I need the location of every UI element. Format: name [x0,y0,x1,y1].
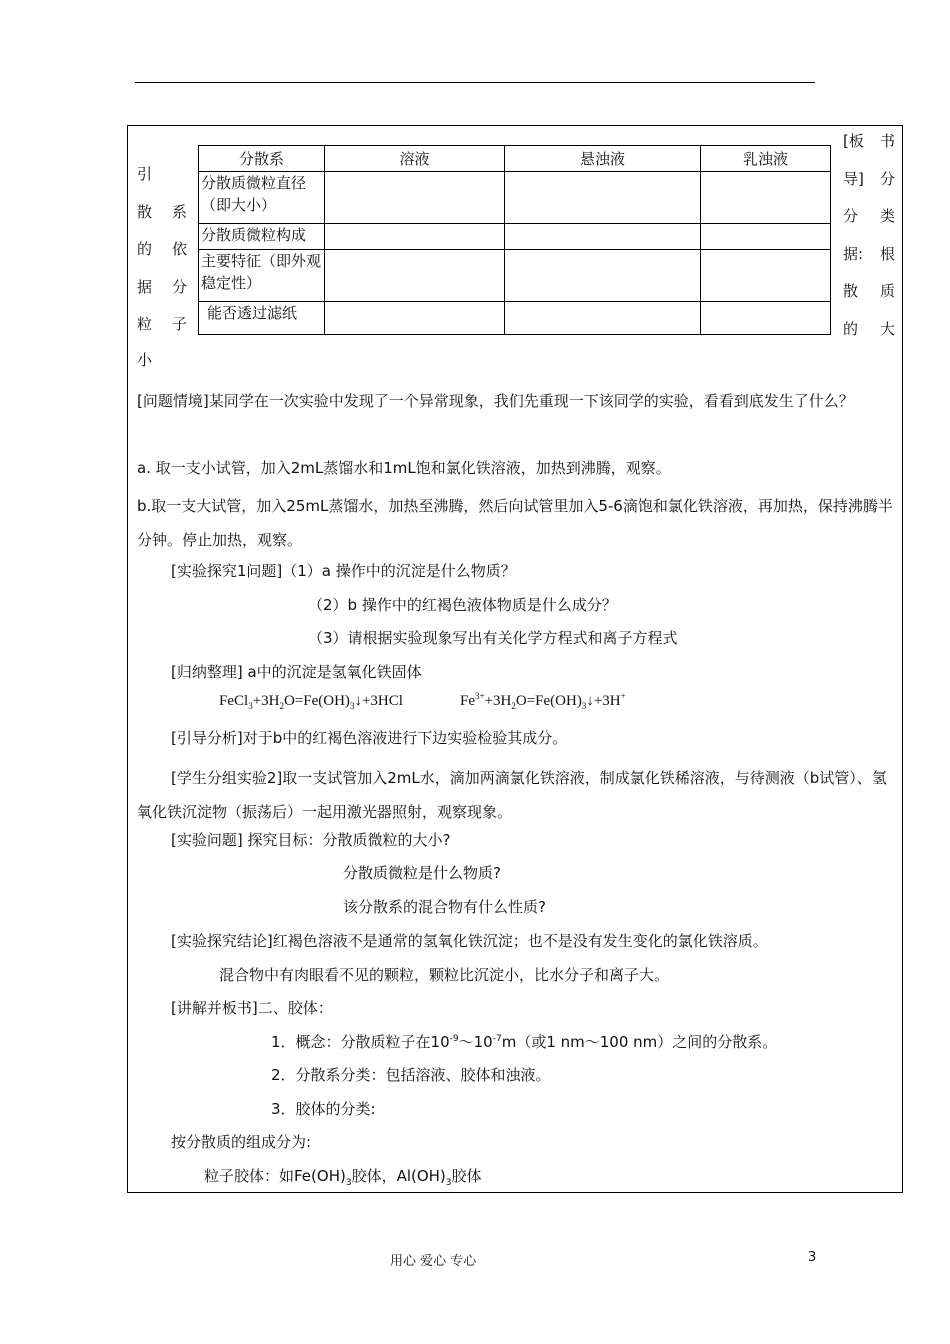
right-note-char: 据: [843,244,864,263]
right-note-char: 书 [879,132,895,150]
left-note-char: 散 [137,202,153,221]
ionic-equation: $Fe^{3+}+3H_2O=Fe(OH)_3↓+3H^+$ [460,691,626,711]
right-note-char: 质 [879,282,895,300]
table-row-label: 能否透过滤纸 [199,302,325,335]
left-note-char: 子 [171,315,187,333]
table-cell [505,172,701,224]
table-header-cell: 分散系 [199,146,325,172]
table-row-label: 主要特征（即外观稳定性） [199,250,325,302]
page-number: 3 [808,1250,817,1265]
table-cell [505,250,701,302]
particle-colloid: 粒子胶体：如$Fe(OH)_3$胶体，$Al(OH)_3$胶体 [204,1167,482,1188]
left-note-char: 引 [137,165,153,183]
table-header-row [199,146,831,172]
table-cell [701,172,831,224]
right-note-char: 类 [879,207,895,225]
table-cell [505,224,701,250]
left-note-char: 粒 [137,315,153,333]
summary-text: [归纳整理] a中的沉淀是氢氧化铁固体 [171,663,422,681]
concept-3: 3．胶体的分类: [271,1100,376,1118]
guide-analysis: [引导分析]对于b中的红褐色溶液进行下边实验检验其成分。 [171,729,568,747]
procedure-b: b.取一支大试管，加入25mL蒸馏水，加热至沸腾，然后向试管里加入5-6滴饱和氯化铁溶液，再加热，保持沸腾半分钟。停止加热，观察。 [137,497,893,549]
right-note-char: 大 [879,319,895,338]
table-header-cell: 溶液 [325,146,505,172]
right-note-char: 分 [843,207,859,225]
table-row-label: 分散质微粒构成 [199,224,325,250]
classification-intro: 按分散质的组成分为: [171,1133,312,1151]
table-row [199,224,831,250]
table-row [199,172,831,224]
table-row-label: 分散质微粒直径（即大小） [199,172,325,224]
procedure-a: a. 取一支小试管，加入2mL蒸馏水和1mL饱和氯化铁溶液，加热到沸腾，观察。 [137,459,671,477]
right-note-char: 的 [843,319,859,338]
right-note-char: 导] [843,169,864,188]
experiment-question-1: [实验问题] 探究目标：分散质微粒的大小? [171,831,451,849]
left-margin-note [137,156,187,344]
table-cell [325,172,505,224]
question-3: （3）请根据实验现象写出有关化学方程式和离子方程式 [308,629,678,647]
left-note-char: 系 [171,202,187,221]
experiment-question-2: 分散质微粒是什么物质? [343,864,501,882]
question-1: [实验探究1问题]（1）a 操作中的沉淀是什么物质？ [171,562,516,580]
left-note-char: 据 [137,277,153,296]
question-2: （2）b 操作中的红褐色液体物质是什么成分？ [308,596,617,614]
group-experiment-2: [学生分组实验2]取一支试管加入2mL水，滴加两滴氯化铁溶液，制成氯化铁稀溶液，与待测液（b试管）、氢氧化铁沉淀物（振荡后）一起用激光器照射，观察现象。 [137,769,887,821]
right-margin-note [843,123,895,348]
table-cell [701,224,831,250]
table-cell [701,302,831,335]
right-note-char: 根 [879,244,895,263]
left-note-char: 的 [137,240,153,258]
chemical-equation: $FeCl_3+3H_2O=Fe(OH)_3↓+3HCl$ [219,693,403,711]
right-note-char: [板 [843,132,864,150]
dispersion-table [198,145,831,335]
table-cell [325,224,505,250]
left-note-char: 依 [171,240,187,258]
table-cell [325,302,505,335]
table-row [199,302,831,335]
lecture-heading: [讲解并板书]二、胶体： [171,999,333,1017]
table-row [199,250,831,302]
footer-text: 用心 爱心 专心 [390,1254,477,1269]
table-cell [701,250,831,302]
right-note-char: 分 [879,169,895,188]
concept-1: 1．概念：分散质粒子在$10^{-9}\sim 10^{-7}m$（或1 nm～100 nm）之间的分散系。 [271,1033,778,1051]
table-cell [505,302,701,335]
conclusion-1: [实验探究结论]红褐色溶液不是通常的氢氧化铁沉淀；也不是没有发生变化的氯化铁溶质。 [171,932,768,950]
table-header-cell: 乳浊液 [701,146,831,172]
conclusion-2: 混合物中有肉眼看不见的颗粒，颗粒比沉淀小，比水分子和离子大。 [219,966,670,984]
left-note-tail: 小 [137,351,153,369]
problem-scenario: [问题情境]某同学在一次实验中发现了一个异常现象，我们先重现一下该同学的实验，看看到底发生了什么？ [137,392,854,410]
concept-2: 2．分散系分类：包括溶液、胶体和浊液。 [271,1066,551,1084]
table-header-cell: 悬浊液 [505,146,701,172]
left-note-char: 分 [171,277,187,296]
top-rule [135,82,815,83]
right-note-char: 散 [843,282,859,300]
table-cell [325,250,505,302]
experiment-question-3: 该分散系的混合物有什么性质? [343,898,546,916]
